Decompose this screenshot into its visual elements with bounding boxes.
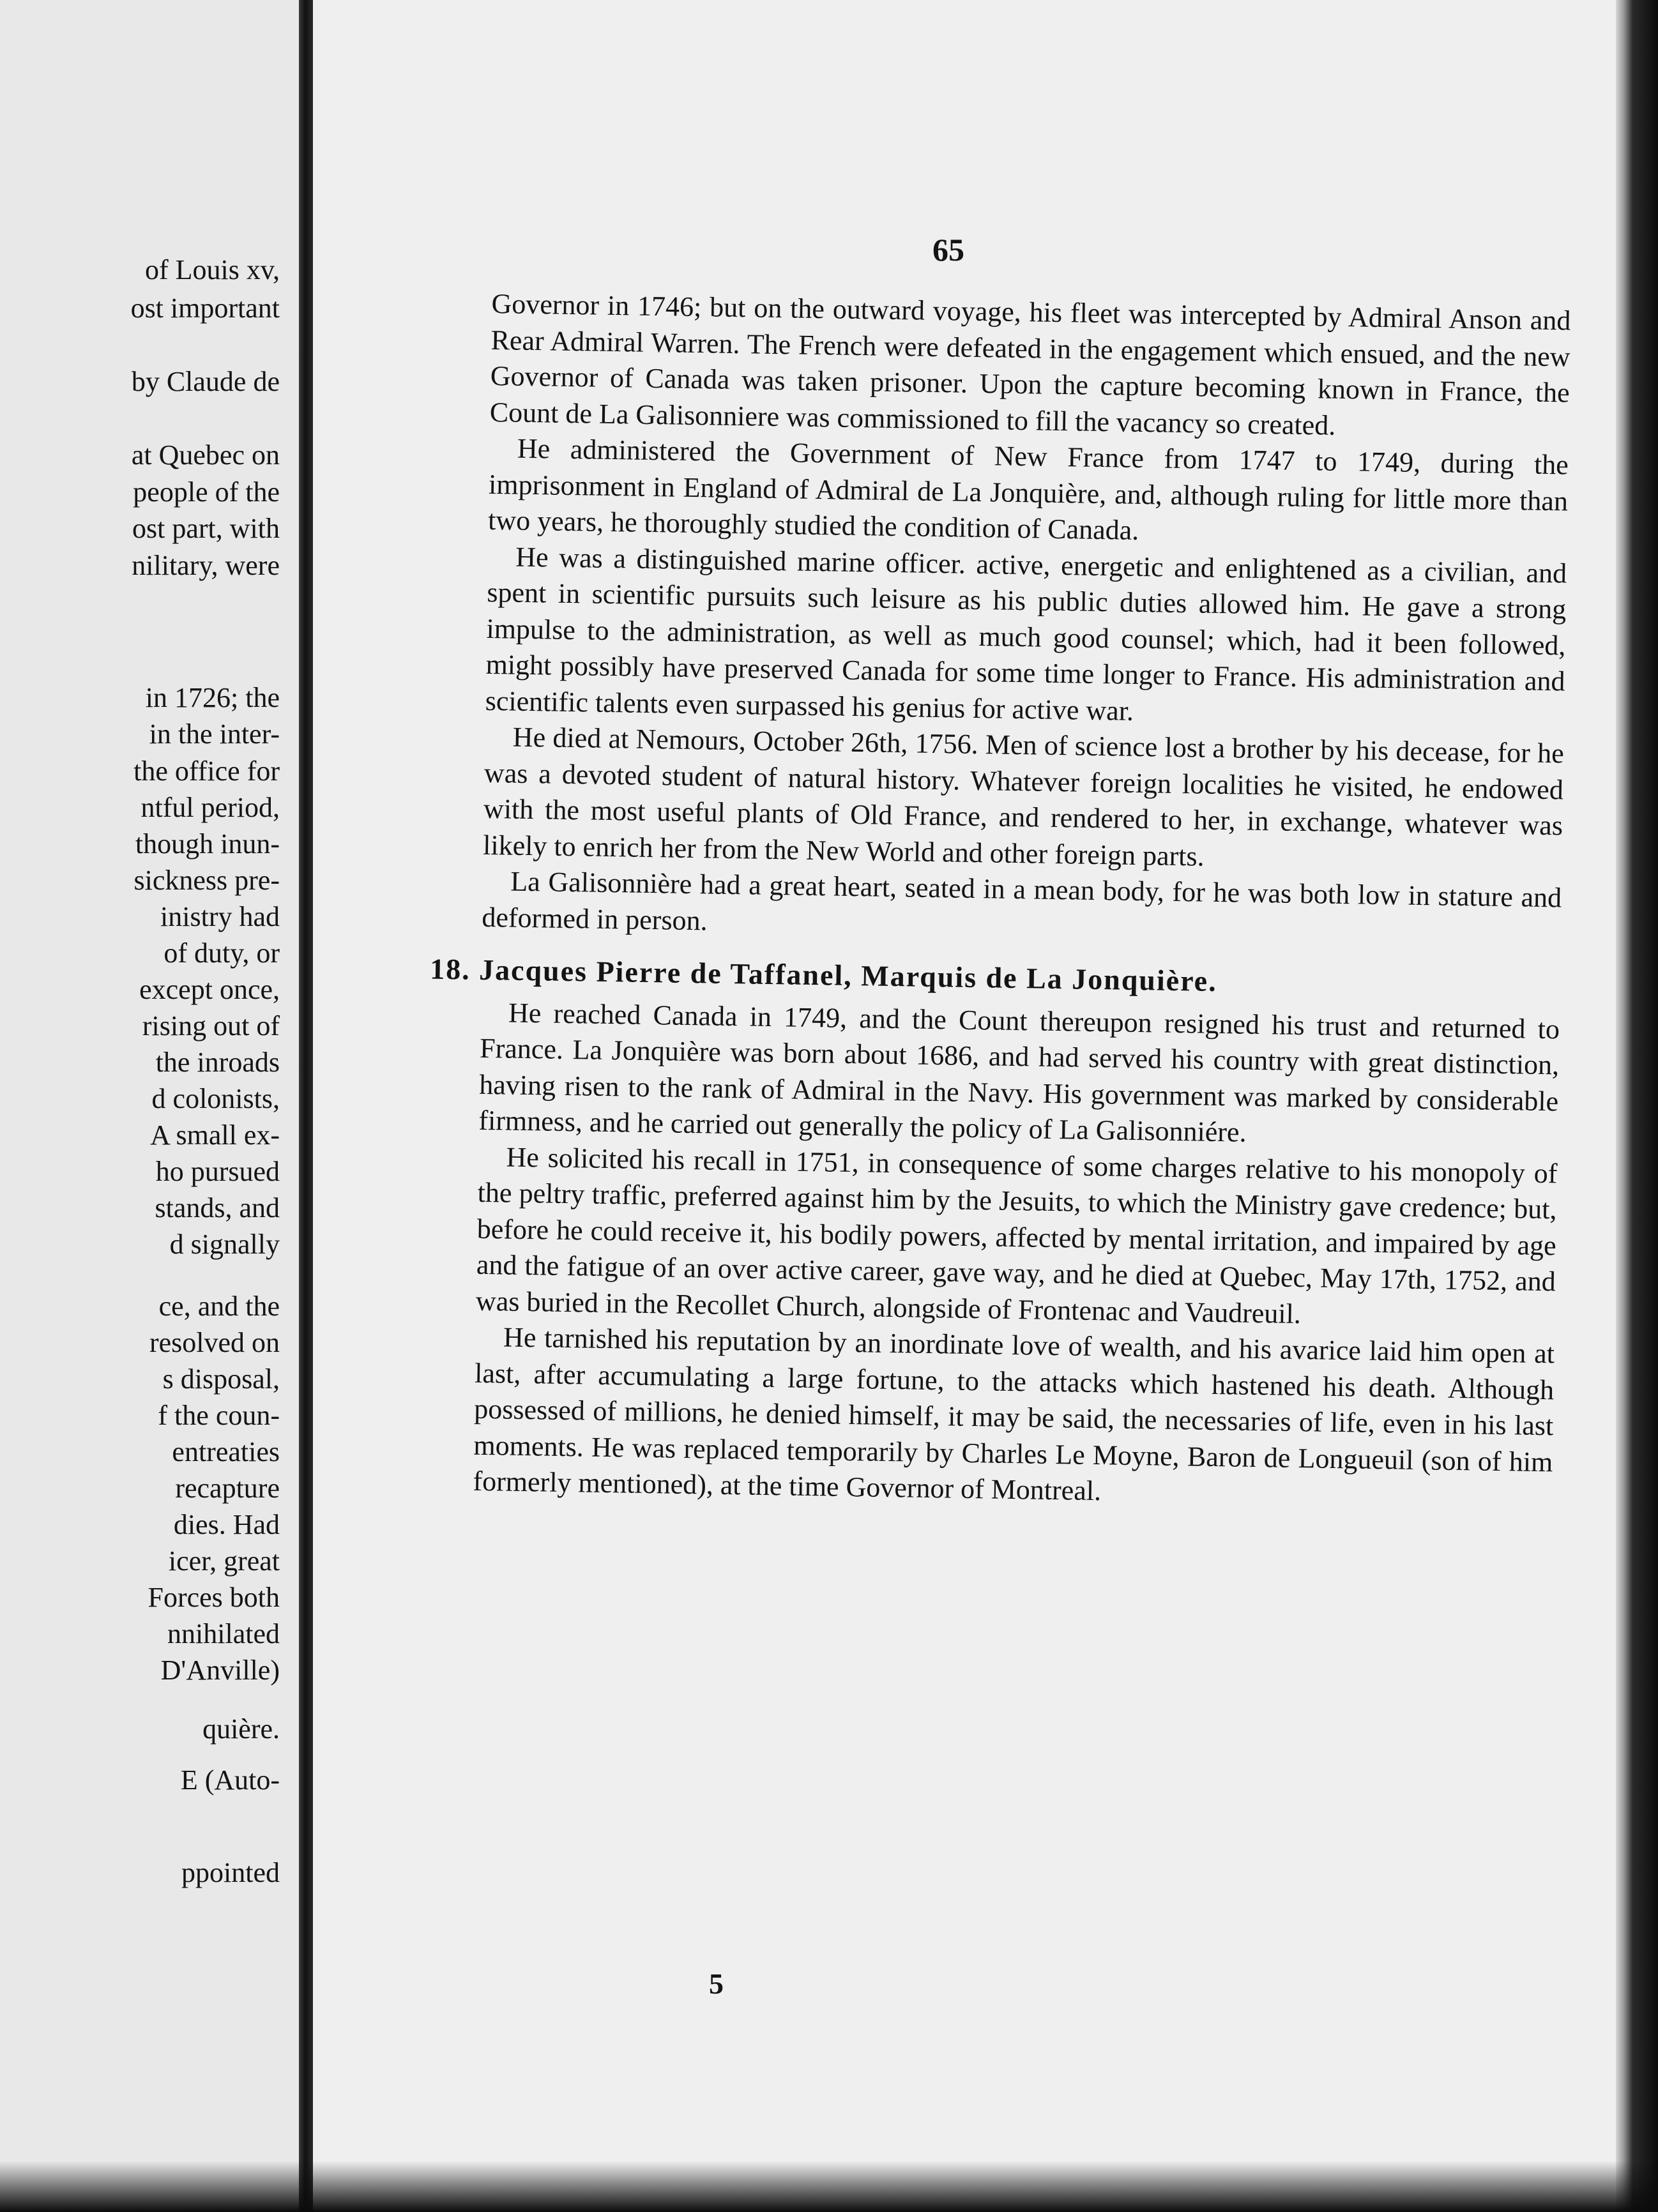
left-fragment: except once, bbox=[139, 974, 280, 1005]
page-body bbox=[429, 286, 1571, 1517]
left-fragment: stands, and bbox=[155, 1192, 280, 1223]
left-fragment: nnihilated bbox=[167, 1618, 280, 1649]
left-fragment: by Claude de bbox=[131, 366, 280, 397]
section-heading: 18. Jacques Pierre de Taffanel, Marquis de La Jonquière. bbox=[429, 952, 1218, 997]
page-number: 65 bbox=[932, 232, 964, 268]
signature-mark: 5 bbox=[709, 1967, 724, 2000]
left-fragment: d colonists, bbox=[151, 1083, 280, 1114]
left-fragment: though inun- bbox=[135, 828, 280, 860]
paragraph: He administered the Government of New France from 1747 to 1749, during the imprisonment in England of Admiral de La Jonquière, and, although ruling for little more than two years, he thoroughly studied the condition of Canada. bbox=[487, 432, 1569, 546]
left-fragment: Forces both bbox=[148, 1582, 280, 1613]
left-fragment: people of the bbox=[133, 476, 280, 508]
left-fragment: sickness pre- bbox=[133, 865, 280, 896]
left-fragment: ost important bbox=[130, 292, 280, 324]
paragraph: He tarnished his reputation by an inordinate love of wealth, and his avarice laid him open at last, after accumulating a large fortune, to the attacks which hastened his death. Although possessed of millions, he denied himself, it may be said, the necessaries of life, even in his last moments. He was replaced temporarily by Charles Le Moyne, Baron de Longueuil (son of him formerly mentioned), at the time Governor of Montreal. bbox=[473, 1321, 1555, 1507]
left-fragment: ntful period, bbox=[141, 792, 280, 823]
left-fragment: the office for bbox=[133, 755, 280, 787]
left-fragment: ppointed bbox=[181, 1857, 280, 1888]
paragraph: He solicited his recall in 1751, in consequence of some charges relative to his monopoly of the peltry traffic, preferred against him by the Jesuits, to which the Ministry gave credence; but, before he could receive it, his bodily powers, affected by mental irritation, and impaired by age and the fatigue of an over active career, gave way, and he died at Quebec, May 17th, 1752, and was buried in the Recollet Church, alongside of Frontenac and Vaudreuil. bbox=[475, 1141, 1558, 1329]
left-fragment: of Louis xv, bbox=[144, 254, 280, 285]
paragraph: He died at Nemours, October 26th, 1756. Men of science lost a brother by his decease, for he was a devoted student of natural history. Whatever foreign localities he visited, he endowed with the most useful plants of Old France, and rendered to her, in exchange, whatever was likely to enrich her from the New World and other foreign parts. bbox=[482, 721, 1565, 872]
left-fragment: rising out of bbox=[142, 1010, 280, 1042]
left-fragment: A small ex- bbox=[150, 1119, 280, 1151]
page-edge bbox=[1616, 0, 1658, 2212]
paragraph: La Galisonnière had a great heart, seated in a mean body, for he was both low in stature and deformed in person. bbox=[482, 865, 1562, 936]
left-fragment: dies. Had bbox=[173, 1509, 280, 1540]
left-fragment: in the inter- bbox=[149, 718, 280, 750]
left-page bbox=[0, 0, 299, 2212]
left-fragment: recapture bbox=[175, 1473, 280, 1504]
left-fragment: the inroads bbox=[155, 1047, 280, 1078]
left-fragment: entreaties bbox=[172, 1436, 280, 1467]
right-page bbox=[313, 0, 1616, 2212]
paragraph: Governor in 1746; but on the outward voyage, his fleet was intercepted by Admiral Anson and Rear Admiral Warren. The French were defeated in the engagement which ensued, and the new Governor of Canada was taken prisoner. Upon the capture becoming known in France, the Count de La Galisonniere was commissioned to fill the vacancy so created. bbox=[489, 287, 1571, 441]
paragraph: He was a distinguished marine officer. active, energetic and enlightened as a civilian, and spent in scientific pursuits such leisure as his public duties allowed him. He gave a strong impulse to the administration, as well as much good counsel; which, had it been followed, might possibly have preserved Canada for some time longer to France. His administration and scientific talents even surpassed his genius for active war. bbox=[485, 541, 1567, 727]
left-fragment: ho pursued bbox=[155, 1156, 280, 1187]
left-fragment: d signally bbox=[169, 1229, 280, 1260]
book-spine bbox=[299, 0, 313, 2212]
left-fragment: quière. bbox=[202, 1713, 280, 1745]
left-fragment: of duty, or bbox=[164, 937, 280, 969]
left-fragment: ost part, with bbox=[132, 513, 280, 544]
left-fragment: in 1726; the bbox=[145, 682, 280, 713]
left-fragment: f the coun- bbox=[158, 1400, 280, 1431]
bottom-shadow bbox=[0, 2161, 1658, 2212]
left-fragment: D'Anville) bbox=[160, 1655, 280, 1686]
left-fragment: at Quebec on bbox=[131, 439, 280, 471]
left-fragment: nilitary, were bbox=[132, 550, 280, 581]
left-fragment: ce, and the bbox=[158, 1291, 280, 1322]
left-fragment: inistry had bbox=[160, 901, 280, 932]
left-fragment: s disposal, bbox=[162, 1363, 280, 1395]
left-fragment: E (Auto- bbox=[180, 1764, 280, 1796]
left-fragment: resolved on bbox=[149, 1327, 280, 1358]
paragraph: He reached Canada in 1749, and the Count thereupon resigned his trust and returned to France. La Jonquière was born about 1686, and had served his country with great distinction, having risen to the rank of Admiral in the Navy. His government was marked by considerable firmness, and he carried out generally the policy of La Galisonniére. bbox=[478, 997, 1560, 1148]
left-fragment: icer, great bbox=[168, 1545, 280, 1577]
